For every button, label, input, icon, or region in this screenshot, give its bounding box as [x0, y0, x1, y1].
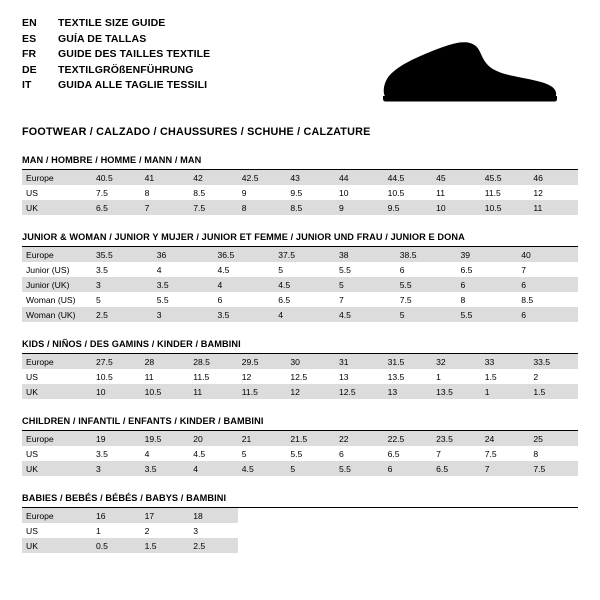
size-cell: 3	[193, 525, 198, 536]
size-table	[22, 508, 578, 553]
size-cell: 30	[286, 354, 335, 369]
size-cell: 11	[189, 384, 238, 399]
size-cell: 5	[396, 307, 457, 322]
size-cell: 0.5	[92, 538, 141, 553]
size-group-title: CHILDREN / INFANTIL / ENFANTS / KINDER / BAMBINI	[22, 416, 578, 431]
size-cell: 2	[144, 525, 150, 536]
size-cell: 7.5	[189, 200, 238, 215]
size-cell: 8	[144, 187, 150, 198]
size-cell: 12	[286, 384, 335, 399]
size-tables-container	[22, 155, 578, 553]
size-cell: 39	[457, 247, 518, 262]
size-cell: 4	[156, 264, 162, 275]
size-cell: 8	[238, 200, 287, 215]
size-cell: 8	[460, 294, 466, 305]
size-cell: 7.5	[484, 448, 497, 459]
language-title: TEXTILGRÖßENFÜHRUNG	[58, 63, 194, 76]
size-cell: 7	[141, 200, 190, 215]
size-cell: 12.5	[335, 384, 384, 399]
size-cell: 5	[96, 294, 101, 305]
size-cell: 10.5	[387, 187, 405, 198]
size-cell: 3.5	[96, 448, 108, 459]
size-cell: 1.5	[141, 538, 190, 553]
size-cell: 1.5	[484, 371, 497, 382]
size-cell	[335, 538, 384, 553]
language-row	[22, 16, 210, 32]
row-label: Europe	[22, 431, 92, 446]
size-cell	[384, 508, 433, 523]
size-cell: 46	[529, 170, 578, 185]
size-cell: 32	[432, 354, 481, 369]
size-cell: 45	[432, 170, 481, 185]
size-group	[22, 232, 578, 322]
size-cell: 10.5	[141, 384, 190, 399]
size-cell	[481, 523, 530, 538]
size-cell: 1.5	[529, 384, 578, 399]
size-cell: 1	[481, 384, 530, 399]
size-cell: 3.5	[153, 277, 214, 292]
size-cell: 1	[436, 371, 441, 382]
size-cell: 17	[141, 508, 190, 523]
size-cell: 7.5	[399, 294, 412, 305]
size-cell: 3	[153, 307, 214, 322]
size-cell: 5	[286, 461, 335, 476]
size-cell: 31.5	[384, 354, 433, 369]
size-cell: 8.5	[286, 200, 335, 215]
size-cell: 11.5	[193, 371, 210, 382]
row-label: UK	[22, 384, 92, 399]
size-cell: 5	[335, 277, 396, 292]
size-cell: 6	[399, 264, 405, 275]
size-cell: 27.5	[92, 354, 141, 369]
size-cell: 24	[481, 431, 530, 446]
size-cell: 33	[481, 354, 530, 369]
size-cell: 2.5	[189, 538, 238, 553]
size-cell	[335, 508, 384, 523]
size-cell: 36	[153, 247, 214, 262]
size-cell: 4.5	[238, 461, 287, 476]
row-label: US	[26, 187, 38, 198]
row-label: Europe	[22, 508, 92, 523]
size-table	[22, 170, 578, 215]
size-cell: 29.5	[238, 354, 287, 369]
size-cell: 42.5	[238, 170, 287, 185]
size-cell: 9.5	[384, 200, 433, 215]
size-cell: 7	[481, 461, 530, 476]
size-cell: 11.5	[238, 384, 287, 399]
dress-shoe-icon	[364, 32, 564, 112]
size-cell: 12	[533, 187, 543, 198]
row-label: Woman (UK)	[22, 307, 92, 322]
size-group	[22, 493, 578, 553]
size-cell: 11	[436, 187, 446, 198]
row-label: US	[26, 448, 38, 459]
size-cell: 11.5	[484, 187, 501, 198]
table-row	[22, 538, 578, 553]
table-row	[22, 384, 578, 399]
size-cell: 9	[335, 200, 384, 215]
size-group-title: MAN / HOMBRE / HOMME / MANN / MAN	[22, 155, 578, 170]
size-cell: 5.5	[335, 461, 384, 476]
table-row	[22, 170, 578, 185]
size-cell: 5.5	[156, 294, 169, 305]
size-cell	[432, 538, 481, 553]
size-cell: 11	[144, 371, 154, 382]
size-cell: 2	[533, 371, 539, 382]
size-cell: 10.5	[481, 200, 530, 215]
size-cell: 21	[238, 431, 287, 446]
size-cell: 9	[241, 187, 247, 198]
size-group	[22, 416, 578, 476]
size-cell	[529, 523, 578, 538]
size-cell: 6	[457, 277, 518, 292]
table-row	[22, 508, 578, 523]
language-row	[22, 78, 210, 94]
size-cell: 6	[217, 294, 223, 305]
size-cell: 10	[92, 384, 141, 399]
size-cell: 6	[338, 448, 344, 459]
size-cell: 35.5	[92, 247, 153, 262]
size-cell: 10	[432, 200, 481, 215]
language-code: IT	[22, 79, 32, 92]
size-cell: 7.5	[96, 187, 108, 198]
size-cell: 5	[278, 264, 284, 275]
size-cell: 20	[189, 431, 238, 446]
row-label: Europe	[22, 354, 92, 369]
size-cell: 18	[189, 508, 238, 523]
size-cell: 5.5	[339, 264, 351, 275]
size-cell: 2.5	[92, 307, 153, 322]
category-title: FOOTWEAR / CALZADO / CHAUSSURES / SCHUHE / CALZATURE	[22, 126, 371, 138]
size-cell: 8.5	[193, 187, 206, 198]
size-group-title: JUNIOR & WOMAN / JUNIOR Y MUJER / JUNIOR ET FEMME / JUNIOR UND FRAU / JUNIOR E DONA	[22, 232, 578, 247]
size-group	[22, 339, 578, 399]
size-cell: 45.5	[481, 170, 530, 185]
size-cell	[432, 523, 481, 538]
size-cell: 3.5	[214, 307, 275, 322]
size-cell: 37.5	[274, 247, 335, 262]
size-cell: 8.5	[521, 294, 534, 305]
language-row	[22, 47, 210, 63]
size-cell: 4	[214, 277, 275, 292]
row-label: UK	[22, 200, 92, 215]
table-row	[22, 247, 578, 262]
size-cell: 12	[241, 371, 252, 382]
size-cell: 5.5	[457, 307, 518, 322]
size-table	[22, 354, 578, 399]
size-cell: 5.5	[290, 448, 303, 459]
table-row	[22, 461, 578, 476]
size-cell: 13	[384, 384, 433, 399]
size-cell: 11	[529, 200, 578, 215]
size-cell: 6	[517, 307, 578, 322]
size-cell: 44.5	[384, 170, 433, 185]
size-cell: 4	[274, 307, 335, 322]
size-cell: 4.5	[193, 448, 206, 459]
table-row	[22, 431, 578, 446]
size-cell: 3	[92, 461, 141, 476]
size-cell: 16	[92, 508, 141, 523]
size-cell	[286, 523, 335, 538]
size-cell	[384, 538, 433, 553]
size-cell: 36.5	[214, 247, 275, 262]
size-cell: 3.5	[96, 264, 108, 275]
size-cell: 8	[533, 448, 539, 459]
size-cell: 33.5	[529, 354, 578, 369]
size-cell: 23.5	[432, 431, 481, 446]
size-cell: 7.5	[529, 461, 578, 476]
size-cell: 43	[286, 170, 335, 185]
size-cell: 3.5	[141, 461, 190, 476]
size-cell: 7	[521, 264, 527, 275]
table-row	[22, 292, 578, 307]
size-cell	[529, 508, 578, 523]
language-code: EN	[22, 17, 37, 29]
size-cell: 4.5	[274, 277, 335, 292]
size-cell	[286, 508, 335, 523]
size-cell: 4.5	[217, 264, 230, 275]
language-code: ES	[22, 32, 37, 45]
size-cell	[238, 508, 287, 523]
language-code: DE	[22, 63, 37, 76]
size-cell: 10	[338, 187, 349, 198]
row-label: Junior (UK)	[22, 277, 92, 292]
row-label: US	[26, 525, 38, 536]
size-cell: 31	[335, 354, 384, 369]
row-label: Woman (US)	[26, 294, 76, 305]
language-row	[22, 63, 210, 79]
row-label: US	[26, 371, 38, 382]
size-cell: 3	[92, 277, 153, 292]
size-cell: 1	[96, 525, 101, 536]
language-title: GUÍA DE TALLAS	[58, 32, 147, 45]
size-cell: 40.5	[92, 170, 141, 185]
size-cell	[384, 523, 433, 538]
size-cell: 28	[141, 354, 190, 369]
table-row	[22, 446, 578, 461]
size-cell: 5	[241, 448, 247, 459]
size-cell: 40	[517, 247, 578, 262]
table-row	[22, 369, 578, 384]
language-title: GUIDA ALLE TAGLIE TESSILI	[58, 79, 208, 92]
table-row	[22, 262, 578, 277]
document-header	[22, 16, 578, 112]
size-cell: 13	[338, 371, 349, 382]
size-group-title: BABIES / BEBÉS / BÉBÉS / BABYS / BAMBINI	[22, 493, 578, 508]
size-cell: 21.5	[286, 431, 335, 446]
size-cell	[481, 508, 530, 523]
size-cell: 6	[384, 461, 433, 476]
row-label: UK	[22, 538, 92, 553]
size-cell: 19.5	[141, 431, 190, 446]
size-cell: 7	[339, 294, 344, 305]
size-cell	[481, 538, 530, 553]
row-label: Europe	[22, 247, 92, 262]
language-title: GUIDE DES TAILLES TEXTILE	[58, 48, 211, 61]
size-cell	[286, 538, 335, 553]
table-row	[22, 200, 578, 215]
table-row	[22, 523, 578, 538]
size-cell: 7	[436, 448, 441, 459]
table-row	[22, 307, 578, 322]
size-cell	[529, 538, 578, 553]
table-row	[22, 185, 578, 200]
size-cell: 12.5	[290, 371, 308, 382]
size-cell: 22.5	[384, 431, 433, 446]
table-row	[22, 277, 578, 292]
size-cell: 41	[141, 170, 190, 185]
size-cell: 6.5	[92, 200, 141, 215]
size-cell	[432, 508, 481, 523]
size-cell: 6.5	[432, 461, 481, 476]
size-cell: 4	[144, 448, 150, 459]
size-group	[22, 155, 578, 215]
size-group-title: KIDS / NIÑOS / DES GAMINS / KINDER / BAMBINI	[22, 339, 578, 354]
language-title-list	[22, 16, 210, 94]
size-cell: 25	[529, 431, 578, 446]
size-cell: 6.5	[460, 264, 473, 275]
size-cell: 4	[189, 461, 238, 476]
size-cell: 22	[335, 431, 384, 446]
size-cell: 44	[335, 170, 384, 185]
size-cell	[335, 523, 384, 538]
size-cell: 13.5	[432, 384, 481, 399]
size-cell: 6.5	[278, 294, 291, 305]
row-label: Junior (US)	[26, 264, 70, 275]
row-label: UK	[22, 461, 92, 476]
size-cell: 9.5	[290, 187, 303, 198]
size-cell: 28.5	[189, 354, 238, 369]
size-cell: 13.5	[387, 371, 405, 382]
size-table	[22, 247, 578, 322]
size-cell: 4.5	[335, 307, 396, 322]
language-code: FR	[22, 48, 37, 61]
size-cell: 10.5	[96, 371, 113, 382]
table-row	[22, 354, 578, 369]
row-label: Europe	[22, 170, 92, 185]
size-cell: 5.5	[396, 277, 457, 292]
size-table	[22, 431, 578, 476]
size-cell: 38.5	[396, 247, 457, 262]
size-cell: 19	[92, 431, 141, 446]
size-cell: 38	[335, 247, 396, 262]
size-cell: 42	[189, 170, 238, 185]
language-title: TEXTILE SIZE GUIDE	[58, 17, 166, 29]
size-cell: 6.5	[387, 448, 400, 459]
language-row	[22, 32, 210, 48]
size-cell: 6	[517, 277, 578, 292]
size-cell	[238, 538, 287, 553]
size-cell	[238, 523, 287, 538]
